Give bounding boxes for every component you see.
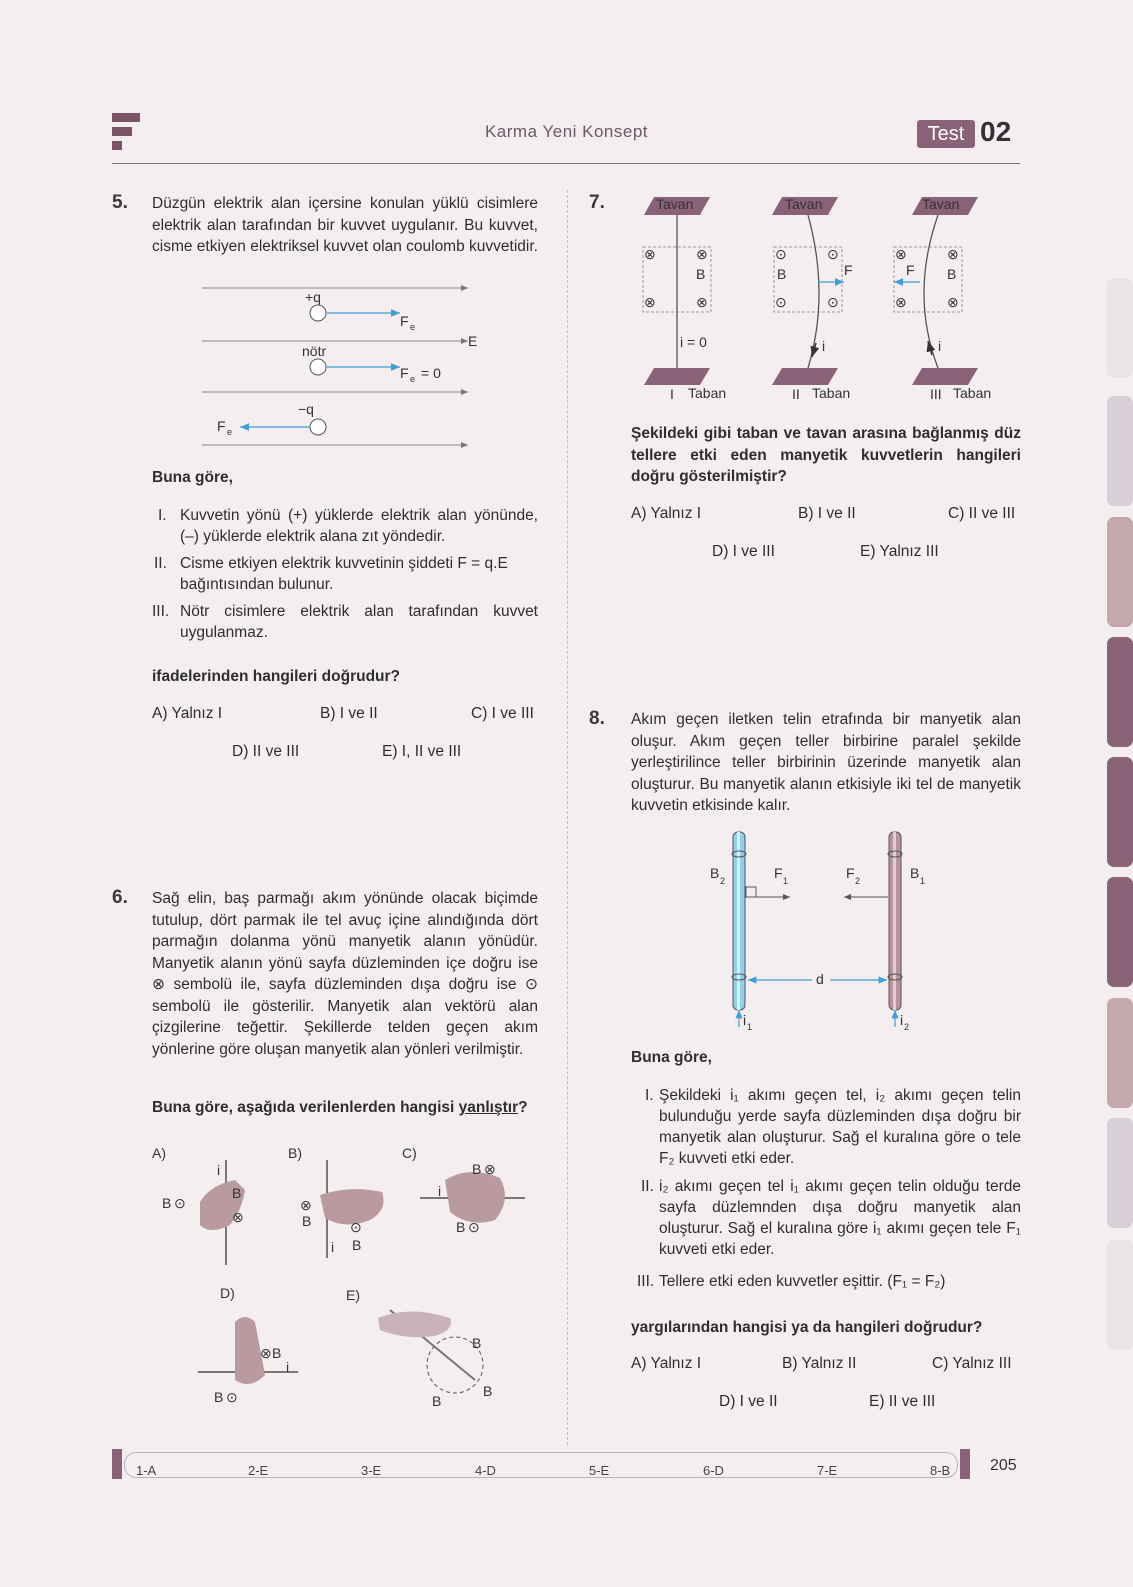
svg-text:⊙: ⊙ [775,246,787,262]
q7-option-a[interactable]: A) Yalnız I [631,505,702,522]
q5-item-1: I. Kuvvetin yönü (+) yüklerde elektrik alan yönünde, (–) yüklerde elektrik alana zıt yöndedir. [158,507,538,545]
q6-figures [150,1140,540,1430]
svg-text:⊗: ⊗ [696,246,708,262]
tavan-label-1: Tavan [656,196,694,212]
svg-text:B: B [472,1335,482,1351]
f1-label: F [774,865,783,881]
q8-option-b[interactable]: B) Yalnız II [782,1355,857,1372]
svg-text:⊙: ⊙ [468,1219,480,1235]
q8-option-e[interactable]: E) II ve III [869,1393,936,1410]
q8-item-1: I. Şekildeki i₁ akımı geçen tel, i₂ akımı geçen telin bulunduğu yerde sayfa düzleminden dışa doğru bir manyetik alan oluşturur. Sağ el kuralına göre o tele F₂ kuvveti etki eder. [645,1087,1021,1167]
svg-text:B: B [272,1345,282,1361]
svg-text:2: 2 [855,876,861,886]
svg-text:⊙: ⊙ [827,246,839,262]
svg-text:B: B [472,1161,482,1177]
q5-option-c[interactable]: C) I ve III [471,705,534,722]
field-e-label: E [468,333,478,349]
svg-text:B: B [162,1195,172,1211]
q8-option-a[interactable]: A) Yalnız I [631,1355,702,1372]
b1-label: B [910,865,920,881]
svg-text:⊗: ⊗ [947,246,959,262]
charge-positive-label: +q [305,289,321,305]
svg-text:⊗: ⊗ [260,1345,272,1361]
svg-text:⊗: ⊗ [484,1161,496,1177]
q8-lead: Buna göre, [631,1049,712,1066]
q8-item-3: III. Tellere etki eden kuvvetler eşittir. (F₁ = F₂) [637,1273,946,1290]
svg-text:i: i [938,338,942,354]
fig-e-label: E) [346,1287,360,1303]
i2-label: i [900,1012,904,1028]
q8-option-d[interactable]: D) I ve II [719,1393,778,1410]
column-divider [567,190,568,1445]
answer-2: 2-E [248,1463,269,1478]
neutral-label: nötr [302,343,327,359]
q5-item-2: II. Cisme etkiyen elektrik kuvvetinin şiddeti F = q.E bağıntısından bulunur. [154,555,508,593]
q7-figure [640,195,1020,410]
distance-label: d [816,971,824,987]
svg-text:⊗: ⊗ [644,246,656,262]
answer-6: 6-D [703,1463,724,1478]
taban-label-2: Taban [812,385,851,401]
svg-text:1: 1 [783,876,789,886]
force-label-1: F [400,313,409,329]
test-badge: Test [917,120,975,148]
svg-text:B: B [456,1219,466,1235]
q8-question: yargılarından hangisi ya da hangileri doğrudur? [631,1319,983,1336]
q8-text: Akım geçen iletken telin etrafında bir manyetik alan oluşur. Akım geçen teller birbirine paralel şekilde yerleştirilince teller birbirinin üzerinde manyetik alan oluşturur. Bu manyetik alanın etkisiyle iki tel de manyetik kuvvetin etkisinde kalır. [631,711,1021,814]
svg-text:1: 1 [920,876,926,886]
answer-3: 3-E [361,1463,382,1478]
q5-number: 5. [112,192,128,213]
svg-text:⊙: ⊙ [350,1219,362,1235]
fig-b-label: B) [288,1145,302,1161]
q5-option-a[interactable]: A) Yalnız I [152,705,223,722]
tavan-label-2: Tavan [785,196,823,212]
svg-text:II: II [792,386,800,402]
q6-number: 6. [112,887,128,908]
taban-label-1: Taban [688,385,727,401]
q5-option-b[interactable]: B) I ve II [320,705,378,722]
q5-question: ifadelerinden hangileri doğrudur? [152,668,401,685]
q8-option-c[interactable]: C) Yalnız III [932,1355,1012,1372]
answer-7: 7-E [817,1463,838,1478]
svg-text:i: i [286,1359,290,1375]
svg-text:F: F [906,262,915,278]
q5-item-3: III. Nötr cisimlere elektrik alan tarafından kuvvet uygulanmaz. [152,603,538,641]
svg-text:1: 1 [747,1022,753,1032]
page-header-title: Karma Yeni Konsept [484,122,649,141]
svg-text:B: B [214,1389,224,1405]
answer-4: 4-D [475,1463,496,1478]
q5-option-d[interactable]: D) II ve III [232,743,300,760]
svg-text:⊗: ⊗ [232,1209,244,1225]
svg-text:e: e [410,322,416,332]
svg-text:⊗: ⊗ [300,1197,312,1213]
svg-text:III: III [930,386,942,402]
b2-label: B [710,865,720,881]
svg-text:B: B [432,1393,442,1409]
svg-text:B: B [696,266,706,282]
i1-label: i [743,1012,747,1028]
header-rule [112,163,1020,164]
svg-text:= 0: = 0 [421,365,441,381]
svg-text:i: i [331,1239,335,1255]
svg-text:⊙: ⊙ [226,1389,238,1405]
fig-d-label: D) [220,1285,235,1301]
q5-option-e[interactable]: E) I, II ve III [382,743,462,760]
fig-c-label: C) [402,1145,417,1161]
test-number: 02 [980,116,1012,147]
q6-text: Sağ elin, baş parmağı akım yönünde olacak biçimde tutulup, dört parmak ile tel avuç içine alındığında dört parmağın dolanma yönü manyetik alanın yönüdür. Manyetik alanın yönü sayfa düzleminden içe doğru ise ⊗ sembolü ile, sayfa düzleminden dışa doğru ise ⊙ sembolü ile gösterilir. Manyetik alan vektörü alan çizgilerine teğettir. Şekillerde telden geçen akım yönlerine göre oluşan manyetik alan yönleri verilmiştir. [152,890,538,1058]
svg-text:⊙: ⊙ [775,294,787,310]
svg-text:⊗: ⊗ [696,294,708,310]
q7-option-b[interactable]: B) I ve II [798,505,856,522]
q7-option-d[interactable]: D) I ve III [712,543,775,560]
answer-5: 5-E [589,1463,610,1478]
svg-text:⊗: ⊗ [644,294,656,310]
svg-text:⊗: ⊗ [947,294,959,310]
svg-text:2: 2 [904,1022,910,1032]
svg-text:⊙: ⊙ [174,1195,186,1211]
tavan-label-3: Tavan [922,196,960,212]
svg-text:B: B [302,1213,312,1229]
q8-number: 8. [589,708,605,729]
force-label-3: F [217,418,226,434]
answer-8: 8-B [930,1463,951,1478]
svg-text:i: i [217,1162,221,1178]
force-label-2: F [400,365,409,381]
q7-number: 7. [589,192,605,213]
svg-text:B: B [947,266,957,282]
svg-text:F: F [844,262,853,278]
svg-text:B: B [232,1185,242,1201]
answer-1: 1-A [136,1463,157,1478]
svg-text:e: e [227,427,233,437]
charge-negative-label: −q [298,401,314,417]
q6-question: Buna göre, aşağıda verilenlerden hangisi yanlıştır? [152,1099,528,1116]
q7-option-c[interactable]: C) II ve III [948,505,1016,522]
q8-figure [700,832,940,1047]
q5-text: Düzgün elektrik alan içersine konulan yüklü cisimlere elektrik alan tarafından bir kuvvet uygulanır. Bu kuvvet, cisme etkiyen elektriksel kuvvet olan coulomb kuvvetidir. [152,195,538,255]
svg-text:i: i [438,1183,442,1199]
svg-text:⊙: ⊙ [827,294,839,310]
svg-text:2: 2 [720,876,726,886]
fig-a-label: A) [152,1145,166,1161]
q8-item-2: II. i₂ akımı geçen tel i₁ akımı geçen telin olduğu terde sayfa düzlemnden dışa doğru manyetik alan oluşturur. Sağ el kuralına göre i₁ akımı geçen tele F₁ kuvveti etki eder. [641,1178,1021,1258]
svg-text:B: B [352,1237,362,1253]
svg-text:B: B [483,1383,493,1399]
svg-text:i: i [822,338,826,354]
svg-text:I: I [670,386,674,402]
taban-label-3: Taban [953,385,992,401]
q7-option-e[interactable]: E) Yalnız III [860,543,939,560]
svg-text:⊗: ⊗ [895,294,907,310]
page-number: 205 [990,1457,1017,1474]
svg-text:⊗: ⊗ [895,246,907,262]
q7-question: Şekildeki gibi taban ve tavan arasına bağlanmış düz tellere etki eden manyetik kuvvetlerin hangileri doğru gösterilmiştir? [631,425,1021,485]
f2-label: F [846,865,855,881]
current-zero-label: i = 0 [680,334,707,350]
svg-text:e: e [410,374,416,384]
q5-figure [200,280,490,450]
svg-text:B: B [777,266,787,282]
q5-lead: Buna göre, [152,469,233,486]
